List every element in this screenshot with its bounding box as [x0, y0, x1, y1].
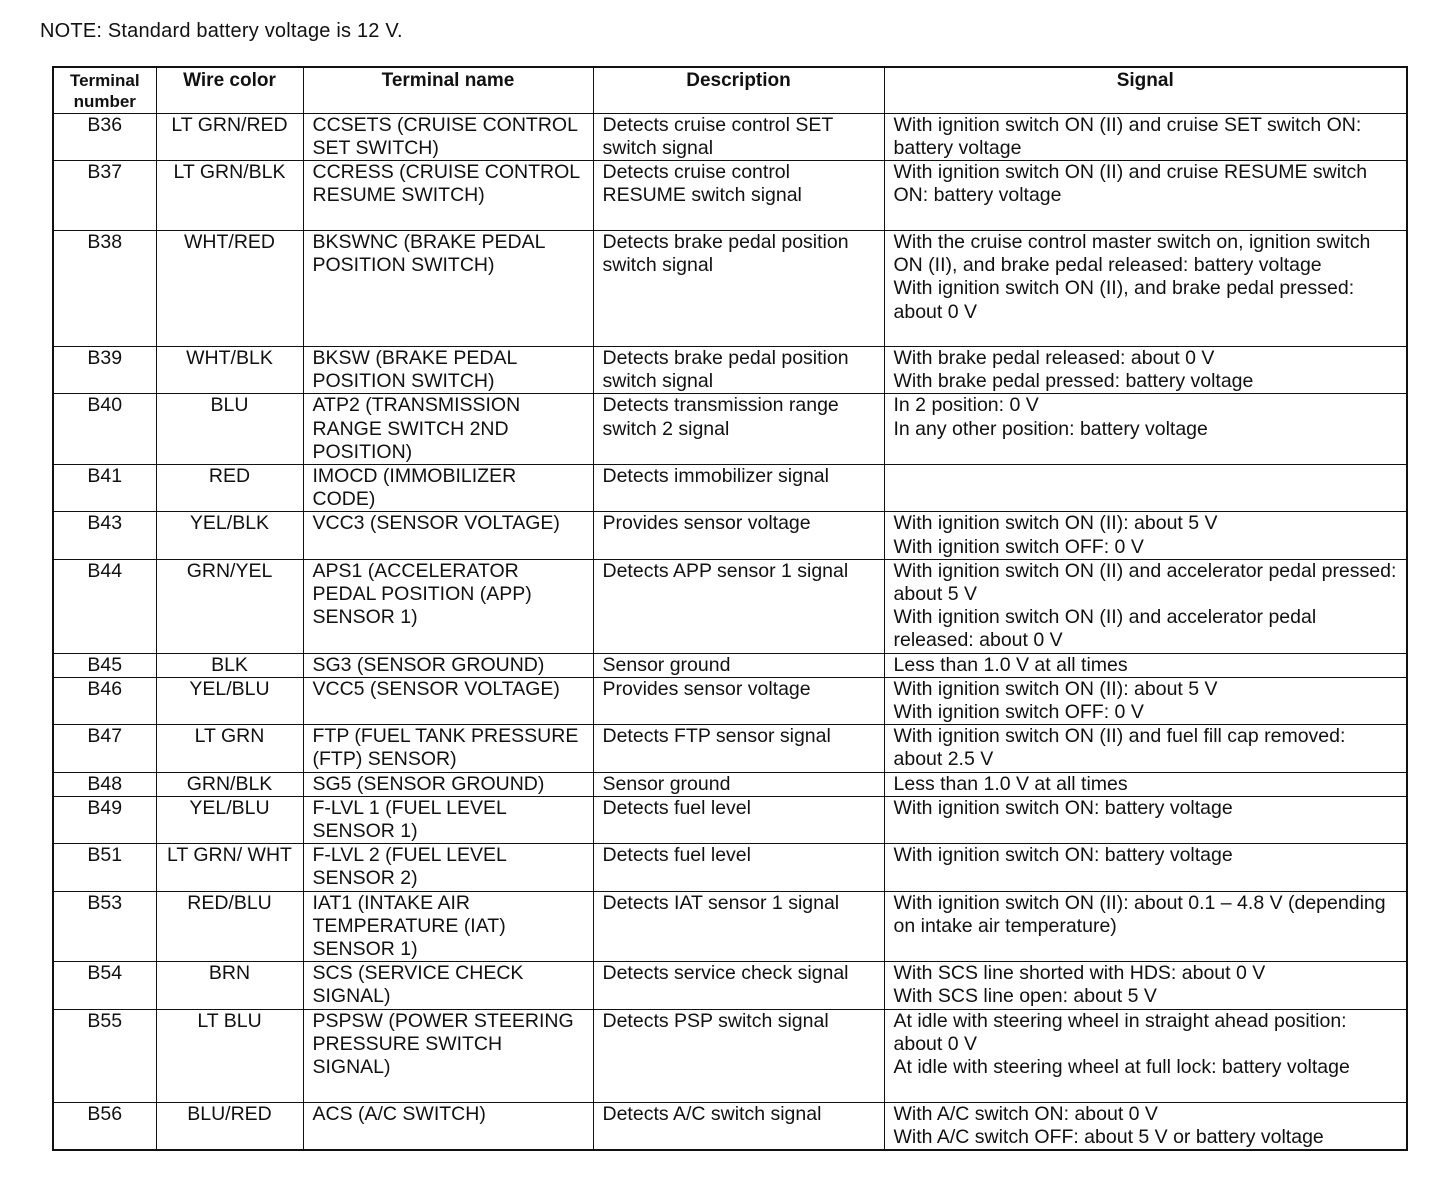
terminal-number-cell: B48: [53, 772, 156, 796]
signal-cell: [884, 1102, 1407, 1150]
table-row: [53, 346, 1407, 393]
description-cell: Detects brake pedal position switch signal: [593, 230, 884, 346]
description-cell: Provides sensor voltage: [593, 677, 884, 724]
description-cell: Provides sensor voltage: [593, 512, 884, 559]
terminal-name-cell: CCSETS (CRUISE CONTROL SET SWITCH): [303, 113, 593, 160]
description-cell: Detects cruise control SET switch signal: [593, 113, 884, 160]
signal-cell: [884, 725, 1407, 772]
signal-line: With ignition switch ON: battery voltage: [893, 844, 1233, 867]
description-cell: Detects FTP sensor signal: [593, 725, 884, 772]
wire-color-cell: YEL/BLU: [156, 677, 303, 724]
description-cell: Detects fuel level: [593, 844, 884, 891]
wire-color-cell: BRN: [156, 962, 303, 1009]
signal-line: With ignition switch ON (II) and accelerator pedal pressed: about 5 V: [893, 559, 1397, 605]
wire-color-cell: LT GRN/ WHT: [156, 844, 303, 891]
description-cell: Detects immobilizer signal: [593, 464, 884, 511]
terminal-number-cell: B44: [53, 559, 156, 653]
terminal-name-cell: CCRESS (CRUISE CONTROL RESUME SWITCH): [303, 160, 593, 230]
description-cell: Detects PSP switch signal: [593, 1009, 884, 1102]
description-cell: Detects cruise control RESUME switch signal: [593, 160, 884, 230]
header-terminal-name: Terminal name: [303, 67, 593, 113]
description-cell: Detects APP sensor 1 signal: [593, 559, 884, 653]
signal-line: With ignition switch ON (II): about 5 V: [893, 677, 1218, 700]
signal-cell: [884, 772, 1407, 796]
signal-line: With ignition switch OFF: 0 V: [893, 535, 1144, 558]
table-body: [53, 113, 1407, 1150]
terminal-number-cell: B56: [53, 1102, 156, 1150]
signal-cell: [884, 891, 1407, 962]
signal-line: At idle with steering wheel in straight ahead position: about 0 V: [893, 1009, 1347, 1055]
table-row: [53, 464, 1407, 511]
signal-line: With ignition switch ON: battery voltage: [893, 796, 1233, 819]
terminal-name-cell: ACS (A/C SWITCH): [303, 1102, 593, 1150]
table-row: [53, 394, 1407, 465]
terminal-name-cell: VCC5 (SENSOR VOLTAGE): [303, 677, 593, 724]
terminal-name-cell: F-LVL 2 (FUEL LEVEL SENSOR 2): [303, 844, 593, 891]
header-wire-color: Wire color: [156, 67, 303, 113]
signal-line: With ignition switch ON (II) and cruise SET switch ON: battery voltage: [893, 113, 1362, 159]
terminal-number-cell: B38: [53, 230, 156, 346]
wire-color-cell: LT GRN/BLK: [156, 160, 303, 230]
signal-line: With ignition switch OFF: 0 V: [893, 700, 1144, 723]
terminal-name-cell: F-LVL 1 (FUEL LEVEL SENSOR 1): [303, 796, 593, 843]
terminal-name-cell: BKSWNC (BRAKE PEDAL POSITION SWITCH): [303, 230, 593, 346]
terminal-name-cell: FTP (FUEL TANK PRESSURE (FTP) SENSOR): [303, 725, 593, 772]
description-cell: Detects transmission range switch 2 signal: [593, 394, 884, 465]
signal-line: With ignition switch ON (II): about 0.1 – 4.8 V (depending on intake air temperature): [893, 891, 1386, 937]
wire-color-cell: WHT/BLK: [156, 346, 303, 393]
table-row: [53, 725, 1407, 772]
wire-color-cell: GRN/YEL: [156, 559, 303, 653]
signal-line: With A/C switch OFF: about 5 V or battery voltage: [893, 1125, 1324, 1148]
wire-color-cell: LT BLU: [156, 1009, 303, 1102]
signal-line: With A/C switch ON: about 0 V: [893, 1102, 1158, 1125]
signal-line: With brake pedal pressed: battery voltage: [893, 370, 1254, 393]
description-cell: Detects brake pedal position switch signal: [593, 346, 884, 393]
wire-color-cell: YEL/BLU: [156, 796, 303, 843]
terminal-name-cell: SG5 (SENSOR GROUND): [303, 772, 593, 796]
terminal-number-cell: B49: [53, 796, 156, 843]
terminal-number-cell: B43: [53, 512, 156, 559]
terminal-number-cell: B37: [53, 160, 156, 230]
description-cell: Sensor ground: [593, 653, 884, 677]
table-row: [53, 1102, 1407, 1150]
signal-cell: [884, 962, 1407, 1009]
terminal-name-cell: SG3 (SENSOR GROUND): [303, 653, 593, 677]
terminal-number-cell: B45: [53, 653, 156, 677]
table-row: [53, 559, 1407, 653]
description-cell: Detects A/C switch signal: [593, 1102, 884, 1150]
terminal-name-cell: SCS (SERVICE CHECK SIGNAL): [303, 962, 593, 1009]
table-row: [53, 160, 1407, 230]
description-cell: Detects IAT sensor 1 signal: [593, 891, 884, 962]
signal-cell: [884, 1009, 1407, 1102]
description-cell: Detects fuel level: [593, 796, 884, 843]
wire-color-cell: RED: [156, 464, 303, 511]
signal-line: At idle with steering wheel at full lock: battery voltage: [893, 1056, 1350, 1078]
terminal-number-cell: B39: [53, 346, 156, 393]
terminal-name-cell: PSPSW (POWER STEERING PRESSURE SWITCH SIGNAL): [303, 1009, 593, 1102]
signal-cell: [884, 230, 1407, 346]
header-terminal-number: Terminal number: [53, 67, 156, 113]
terminal-name-cell: IMOCD (IMMOBILIZER CODE): [303, 464, 593, 511]
table-row: [53, 230, 1407, 346]
terminal-name-cell: ATP2 (TRANSMISSION RANGE SWITCH 2ND POSITION): [303, 394, 593, 465]
terminal-number-cell: B36: [53, 113, 156, 160]
wire-color-cell: BLU/RED: [156, 1102, 303, 1150]
signal-cell: [884, 113, 1407, 160]
signal-line: With ignition switch ON (II): about 5 V: [893, 512, 1218, 535]
table-row: [53, 1009, 1407, 1102]
wire-color-cell: BLU: [156, 394, 303, 465]
signal-cell: [884, 559, 1407, 653]
terminal-name-cell: VCC3 (SENSOR VOLTAGE): [303, 512, 593, 559]
signal-cell: [884, 512, 1407, 559]
table-row: [53, 113, 1407, 160]
signal-line: With SCS line open: about 5 V: [893, 985, 1157, 1008]
signal-cell: [884, 160, 1407, 230]
header-row: [53, 67, 1407, 113]
signal-line: In 2 position: 0 V: [893, 394, 1039, 417]
terminal-number-cell: B53: [53, 891, 156, 962]
table-row: [53, 891, 1407, 962]
signal-line: Less than 1.0 V at all times: [893, 772, 1128, 795]
signal-line: With ignition switch ON (II), and brake pedal pressed: about 0 V: [893, 277, 1355, 323]
signal-cell: [884, 464, 1407, 511]
note-text: NOTE: Standard battery voltage is 12 V.: [40, 20, 403, 42]
table-row: [53, 844, 1407, 891]
table-row: [53, 796, 1407, 843]
terminal-number-cell: B41: [53, 464, 156, 511]
wire-color-cell: GRN/BLK: [156, 772, 303, 796]
signal-line: In any other position: battery voltage: [893, 417, 1208, 440]
signal-cell: [884, 796, 1407, 843]
header-description: Description: [593, 67, 884, 113]
description-cell: Sensor ground: [593, 772, 884, 796]
wire-color-cell: LT GRN/RED: [156, 113, 303, 160]
signal-cell: [884, 653, 1407, 677]
signal-cell: [884, 844, 1407, 891]
wire-color-cell: WHT/RED: [156, 230, 303, 346]
table-row: [53, 677, 1407, 724]
signal-line: With brake pedal released: about 0 V: [893, 346, 1215, 369]
terminal-number-cell: B51: [53, 844, 156, 891]
signal-cell: [884, 346, 1407, 393]
terminal-number-cell: B54: [53, 962, 156, 1009]
signal-cell: [884, 677, 1407, 724]
terminal-table: [52, 66, 1408, 1151]
terminal-number-cell: B46: [53, 677, 156, 724]
wire-color-cell: RED/BLU: [156, 891, 303, 962]
table-row: [53, 653, 1407, 677]
signal-line: With ignition switch ON (II) and accelerator pedal released: about 0 V: [893, 606, 1317, 652]
signal-line: With ignition switch ON (II) and cruise RESUME switch ON: battery voltage: [893, 160, 1368, 207]
table-row: [53, 962, 1407, 1009]
table-row: [53, 772, 1407, 796]
wire-color-cell: YEL/BLK: [156, 512, 303, 559]
signal-line: With SCS line shorted with HDS: about 0 V: [893, 962, 1266, 985]
signal-line: With ignition switch ON (II) and fuel fill cap removed: about 2.5 V: [893, 725, 1346, 771]
header-signal: Signal: [884, 67, 1407, 113]
terminal-name-cell: BKSW (BRAKE PEDAL POSITION SWITCH): [303, 346, 593, 393]
terminal-name-cell: APS1 (ACCELERATOR PEDAL POSITION (APP) SENSOR 1): [303, 559, 593, 653]
description-cell: Detects service check signal: [593, 962, 884, 1009]
table-row: [53, 512, 1407, 559]
signal-line: With the cruise control master switch on, ignition switch ON (II), and brake pedal released: battery voltage: [893, 230, 1371, 277]
terminal-number-cell: B40: [53, 394, 156, 465]
wire-color-cell: LT GRN: [156, 725, 303, 772]
terminal-number-cell: B47: [53, 725, 156, 772]
wire-color-cell: BLK: [156, 653, 303, 677]
terminal-number-cell: B55: [53, 1009, 156, 1102]
signal-cell: [884, 394, 1407, 465]
terminal-name-cell: IAT1 (INTAKE AIR TEMPERATURE (IAT) SENSOR 1): [303, 891, 593, 962]
signal-line: Less than 1.0 V at all times: [893, 653, 1128, 676]
